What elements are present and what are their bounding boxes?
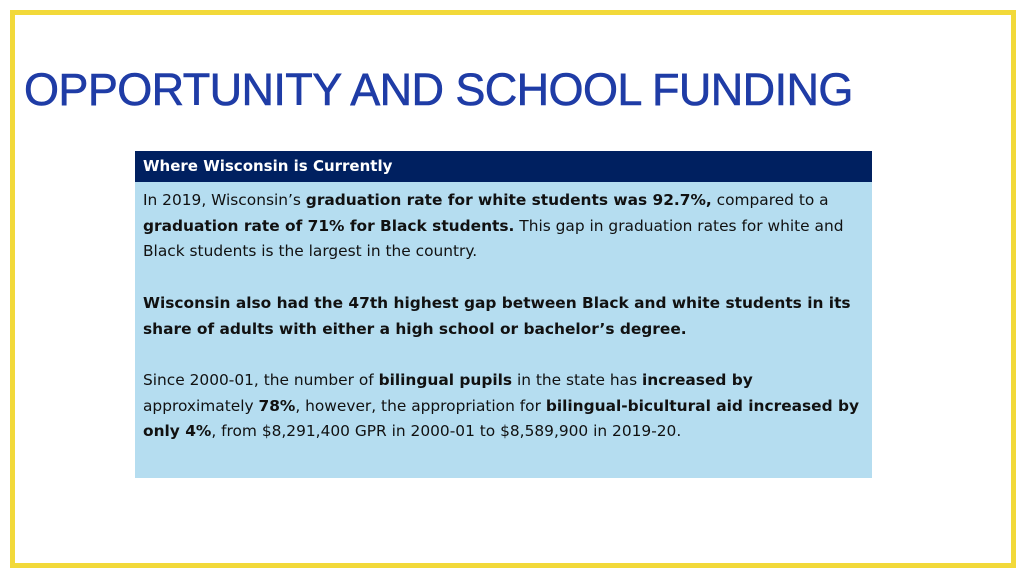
text-segment: approximately: [143, 396, 259, 415]
bold-segment: bilingual pupils: [378, 370, 513, 389]
bold-segment: 78%: [258, 396, 296, 415]
text-segment: , from $8,291,400 GPR in 2000-01 to $8,589,900 in 2019-20.: [211, 422, 682, 441]
bold-segment: graduation rate for white students was 92.7%,: [305, 191, 712, 209]
text-segment: compared to a: [711, 191, 829, 209]
slide-title: OPPORTUNITY AND SCHOOL FUNDING: [24, 64, 853, 115]
bold-segment: graduation rate of 71% for Black students.: [143, 216, 515, 235]
text-segment: , however, the appropriation for: [295, 396, 546, 415]
paragraph-graduation-rates: [143, 188, 864, 265]
bold-segment: increased by: [642, 370, 753, 389]
text-segment: In 2019, Wisconsin’s: [143, 191, 306, 209]
bold-segment: bilingual-bicultural aid increased by only 4%: [143, 396, 860, 441]
paragraph-degree-gap: [143, 291, 864, 342]
card-body: [135, 182, 872, 445]
text-segment: Since 2000-01, the number of: [143, 370, 379, 389]
bold-segment: Wisconsin also had the 47th highest gap between Black and white students in its share of adults with either a high school or bachelor’s degree.: [143, 293, 851, 338]
text-segment: This gap in graduation rates for white and Black students is the largest in the country.: [143, 216, 844, 261]
paragraph-bilingual-funding: [143, 368, 864, 445]
card-header: Where Wisconsin is Currently: [135, 151, 872, 182]
info-card: [135, 151, 872, 478]
text-segment: in the state has: [512, 370, 643, 389]
